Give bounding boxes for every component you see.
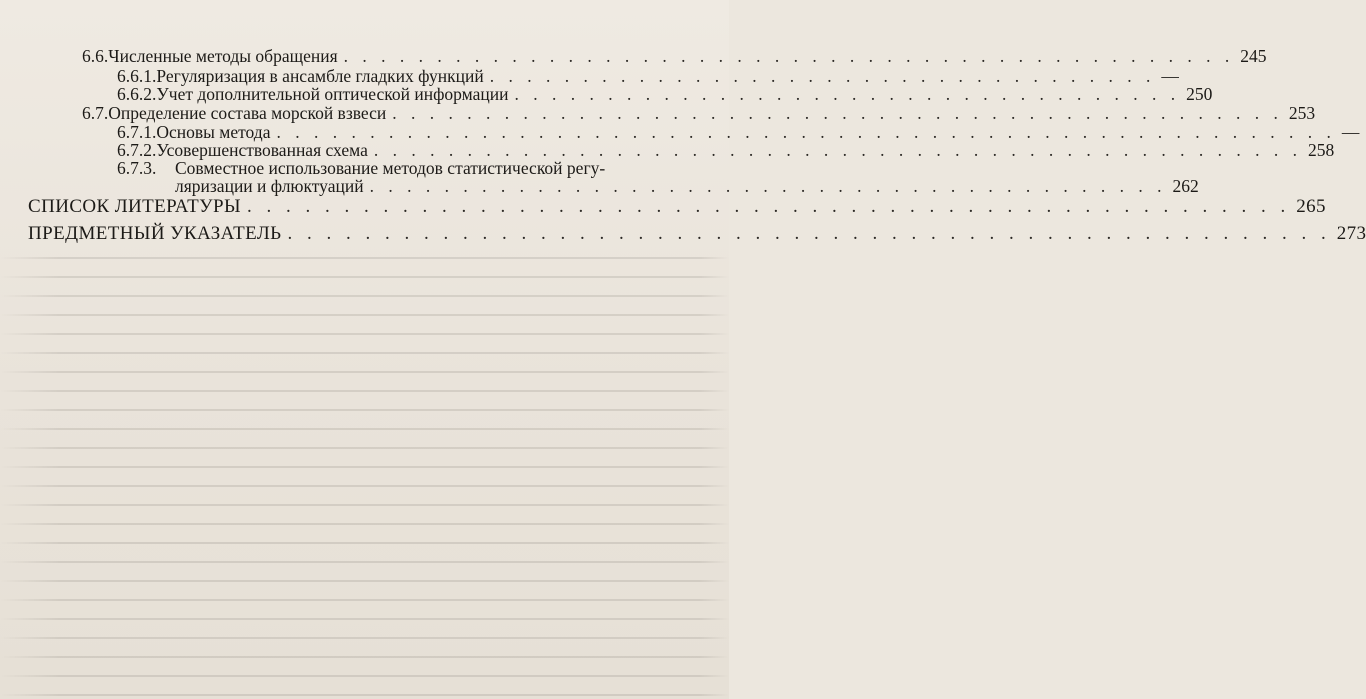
section-title: Основы метода <box>156 122 271 142</box>
toc-entry <box>117 140 1335 160</box>
section-title: Совместное использование методов статистической регу- <box>175 158 606 178</box>
leader-dots: . . . . . . . . . . . . . . . . . . . . . . . . . . . . . . . . . . . . <box>514 84 1181 104</box>
page-number: 265 <box>1296 196 1326 217</box>
page-number: — <box>1161 66 1179 86</box>
section-title: Учет дополнительной оптической информации <box>156 84 509 104</box>
leader-dots: . . . . . . . . . . . . . . . . . . . . . . . . . . . . . . . . . . . . . . . . . . . . . . . . <box>392 103 1283 123</box>
leader-dots: . . . . . . . . . . . . . . . . . . . . . . . . . . . . . . . . . . . . . . . . . . . . . . . . <box>343 46 1235 66</box>
page-number: 253 <box>1288 103 1316 123</box>
section-number: 6.7.1. <box>117 122 157 142</box>
bleed-through-text <box>0 245 729 699</box>
leader-dots: . . . . . . . . . . . . . . . . . . . . . . . . . . . . . . . . . . . . <box>489 66 1156 86</box>
page-number: 245 <box>1240 46 1267 66</box>
toc-entry <box>117 66 1179 86</box>
toc-entry <box>82 103 1316 123</box>
section-title: СПИСОК ЛИТЕРАТУРЫ <box>28 196 241 217</box>
page-number: 250 <box>1186 84 1213 104</box>
leader-dots: . . . . . . . . . . . . . . . . . . . . . . . . . . . . . . . . . . . . . . . . . . . . . . . . . . . . . . <box>287 223 1331 244</box>
section-title-continuation: ляризации и флюктуаций <box>175 176 364 196</box>
page-number: 262 <box>1172 176 1199 196</box>
toc-entry <box>117 122 1360 142</box>
section-number: 6.6. <box>82 46 109 66</box>
section-title: Определение состава морской взвеси <box>108 103 387 123</box>
section-title: Регуляризация в ансамбле гладких функций <box>156 66 484 86</box>
section-number: 6.7.2. <box>117 140 157 160</box>
toc-entry <box>28 223 1366 244</box>
toc-entry <box>82 46 1267 66</box>
page-number: 258 <box>1307 140 1335 160</box>
section-number: 6.7.3. <box>117 158 157 178</box>
section-title: Усовершенствованная схема <box>156 140 368 160</box>
toc-entry <box>117 84 1213 104</box>
leader-dots: . . . . . . . . . . . . . . . . . . . . . . . . . . . . . . . . . . . . . . . . . . . <box>369 176 1167 196</box>
section-title: ПРЕДМЕТНЫЙ УКАЗАТЕЛЬ <box>28 223 282 244</box>
leader-dots: . . . . . . . . . . . . . . . . . . . . . . . . . . . . . . . . . . . . . . . . . . . . . . . . . . . . . . . . . <box>276 122 1336 142</box>
page-number: 273 <box>1336 223 1366 244</box>
section-number: 6.6.1. <box>117 66 157 86</box>
toc-entry <box>117 158 702 178</box>
toc-entry <box>28 196 1326 217</box>
page-number: — <box>1341 122 1360 142</box>
leader-dots: . . . . . . . . . . . . . . . . . . . . . . . . . . . . . . . . . . . . . . . . . . . . . . . . . . <box>373 140 1302 160</box>
leader-dots: . . . . . . . . . . . . . . . . . . . . . . . . . . . . . . . . . . . . . . . . . . . . . . . . . . . . . . <box>246 196 1291 217</box>
section-title: Численные методы обращения <box>108 46 338 66</box>
toc-entry-continuation <box>175 176 1199 196</box>
section-number: 6.7. <box>82 103 109 123</box>
section-number: 6.6.2. <box>117 84 157 104</box>
